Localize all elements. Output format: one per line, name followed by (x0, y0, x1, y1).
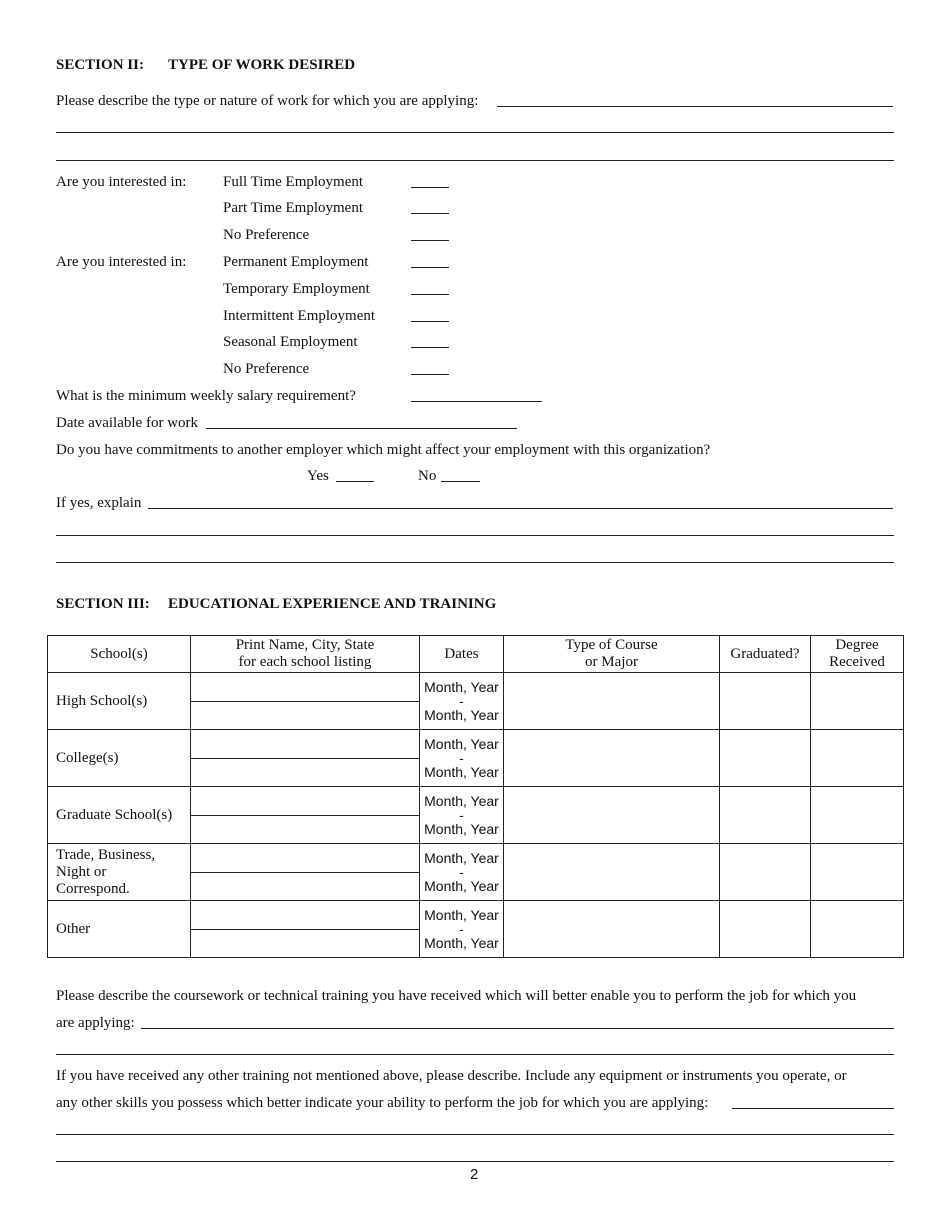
header-degree: Degree Received (811, 636, 904, 673)
yes-label: Yes (307, 468, 329, 484)
yes-field[interactable] (336, 481, 374, 482)
checkbox-no-preference-2[interactable] (411, 374, 449, 375)
row-label-high-school: High School(s) (48, 673, 191, 730)
name-line[interactable] (191, 787, 419, 816)
coursework-line-2[interactable] (56, 1054, 894, 1055)
checkbox-intermittent[interactable] (411, 321, 449, 322)
checkbox-no-preference-1[interactable] (411, 240, 449, 241)
option-intermittent: Intermittent Employment (223, 308, 376, 324)
dates-cell[interactable]: Month, Year - Month, Year (420, 787, 504, 844)
row-label-trade: Trade, Business, Night or Correspond. (48, 844, 191, 901)
name-line[interactable] (191, 730, 419, 759)
header-course: Type of Course or Major (504, 636, 720, 673)
work-type-line-2[interactable] (56, 132, 894, 133)
explain-line-1[interactable] (148, 508, 893, 509)
section-3-number: SECTION III: (56, 596, 150, 612)
work-type-line-1[interactable] (497, 106, 893, 107)
salary-field[interactable] (411, 401, 542, 402)
dates-cell[interactable]: Month, Year - Month, Year (420, 844, 504, 901)
date-available-field[interactable] (206, 428, 517, 429)
course-cell[interactable] (504, 730, 720, 787)
name-line[interactable] (191, 702, 419, 729)
degree-cell[interactable] (811, 901, 904, 958)
date-available-prompt: Date available for work (56, 415, 199, 431)
graduated-cell[interactable] (720, 730, 811, 787)
name-cell (191, 844, 420, 901)
other-training-prompt-line-2: any other skills you possess which better indicate your ability to perform the job for which you are applying: (56, 1095, 709, 1111)
graduated-cell[interactable] (720, 901, 811, 958)
graduated-cell[interactable] (720, 673, 811, 730)
row-label-graduate-school: Graduate School(s) (48, 787, 191, 844)
name-line[interactable] (191, 873, 419, 900)
row-label-college: College(s) (48, 730, 191, 787)
dates-cell[interactable]: Month, Year - Month, Year (420, 673, 504, 730)
explain-line-3[interactable] (56, 562, 894, 563)
graduated-cell[interactable] (720, 844, 811, 901)
coursework-prompt-line-1: Please describe the coursework or technical training you have received which will better enable you to perform the job for which you (56, 988, 857, 1004)
option-full-time: Full Time Employment (223, 174, 364, 190)
table-row (48, 673, 904, 730)
option-seasonal: Seasonal Employment (223, 334, 358, 350)
table-row (48, 901, 904, 958)
header-name: Print Name, City, State for each school listing (191, 636, 420, 673)
section-3-title: EDUCATIONAL EXPERIENCE AND TRAINING (168, 596, 497, 612)
header-dates: Dates (420, 636, 504, 673)
course-cell[interactable] (504, 787, 720, 844)
other-training-line-2[interactable] (56, 1134, 894, 1135)
table-row (48, 787, 904, 844)
course-cell[interactable] (504, 901, 720, 958)
degree-cell[interactable] (811, 844, 904, 901)
coursework-prompt-line-2: are applying: (56, 1015, 135, 1031)
option-no-preference-2: No Preference (223, 361, 310, 377)
name-cell (191, 730, 420, 787)
section-2-number: SECTION II: (56, 57, 144, 73)
degree-cell[interactable] (811, 730, 904, 787)
header-graduated: Graduated? (720, 636, 811, 673)
work-type-prompt: Please describe the type or nature of work for which you are applying: (56, 93, 479, 109)
name-cell (191, 673, 420, 730)
checkbox-permanent[interactable] (411, 267, 449, 268)
option-no-preference-1: No Preference (223, 227, 310, 243)
commitments-prompt: Do you have commitments to another employer which might affect your employment with this organization? (56, 442, 711, 458)
page-number: 2 (470, 1166, 479, 1183)
explain-prompt: If yes, explain (56, 495, 142, 511)
no-label: No (418, 468, 437, 484)
coursework-line-1[interactable] (141, 1028, 894, 1029)
course-cell[interactable] (504, 673, 720, 730)
checkbox-seasonal[interactable] (411, 347, 449, 348)
salary-prompt: What is the minimum weekly salary requirement? (56, 388, 356, 404)
option-part-time: Part Time Employment (223, 200, 364, 216)
degree-cell[interactable] (811, 673, 904, 730)
name-line[interactable] (191, 759, 419, 786)
course-cell[interactable] (504, 844, 720, 901)
name-line[interactable] (191, 816, 419, 843)
name-cell (191, 787, 420, 844)
dates-cell[interactable]: Month, Year - Month, Year (420, 730, 504, 787)
other-training-prompt-line-1: If you have received any other training not mentioned above, please describe. Include any equipment or instruments you operate, or (56, 1068, 847, 1084)
dates-cell[interactable]: Month, Year - Month, Year (420, 901, 504, 958)
no-field[interactable] (441, 481, 480, 482)
table-row (48, 844, 904, 901)
education-table (47, 635, 904, 958)
section-2-title: TYPE OF WORK DESIRED (168, 57, 356, 73)
checkbox-temporary[interactable] (411, 294, 449, 295)
name-line[interactable] (191, 673, 419, 702)
graduated-cell[interactable] (720, 787, 811, 844)
interested-label-2: Are you interested in: (56, 254, 187, 270)
interested-label-1: Are you interested in: (56, 174, 187, 190)
checkbox-full-time[interactable] (411, 187, 449, 188)
explain-line-2[interactable] (56, 535, 894, 536)
row-label-other: Other (48, 901, 191, 958)
name-line[interactable] (191, 844, 419, 873)
header-school: School(s) (48, 636, 191, 673)
work-type-line-3[interactable] (56, 160, 894, 161)
option-temporary: Temporary Employment (223, 281, 370, 297)
other-training-line-3[interactable] (56, 1161, 894, 1162)
table-row (48, 730, 904, 787)
checkbox-part-time[interactable] (411, 213, 449, 214)
name-line[interactable] (191, 901, 419, 930)
table-header-row (48, 636, 904, 673)
other-training-line-1[interactable] (732, 1108, 894, 1109)
name-line[interactable] (191, 930, 419, 957)
option-permanent: Permanent Employment (223, 254, 369, 270)
name-cell (191, 901, 420, 958)
degree-cell[interactable] (811, 787, 904, 844)
